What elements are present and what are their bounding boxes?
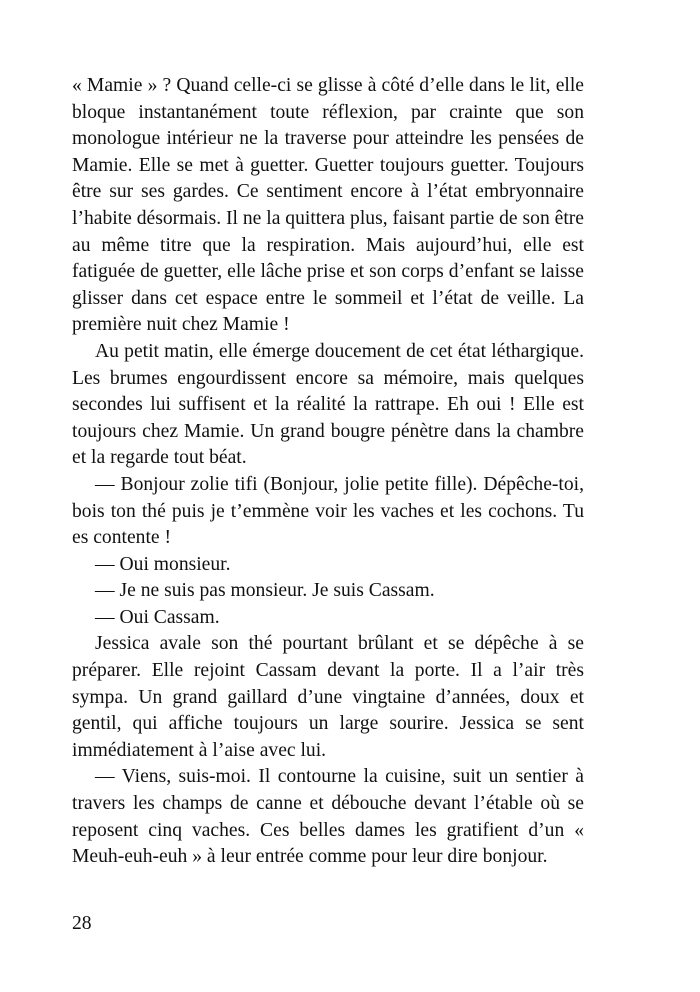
paragraph-1: « Mamie » ? Quand celle-ci se glisse à côté d’elle dans le lit, elle bloque instantanément toute réflexion, par crainte que son monologue intérieur ne la traverse pour atteindre les pensées de Mamie. Elle se met à guetter. Guetter toujours guetter. Toujours être sur ses gardes. Ce sentiment encore à l’état embryonnaire l’habite désormais. Il ne la quittera plus, faisant partie de son être au même titre que la respiration. Mais aujourd’hui, elle est fatiguée de guetter, elle lâche prise et son corps d’enfant se laisse glisser dans cet espace entre le sommeil et l’état de veille. La première nuit chez Mamie ! [72, 75, 584, 336]
paragraph-8: — Viens, suis-moi. Il contourne la cuisine, suit un sentier à travers les champs de canne et débouche devant l’étable où se reposent cinq vaches. Ces belles dames les gratifient d’un « Meuh-euh-euh » à leur entrée comme pour leur dire bonjour. [72, 766, 584, 868]
page-number: 28 [72, 913, 92, 934]
paragraph-3: — Bonjour zolie tifi (Bonjour, jolie petite fille). Dépêche-toi, bois ton thé puis je t’emmène voir les vaches et les cochons. Tu es contente ! [72, 473, 584, 549]
paragraph-7: Jessica avale son thé pourtant brûlant et se dépêche à se préparer. Elle rejoint Cassam devant la porte. Il a l’air très sympa. Un grand gaillard d’une vingtaine d’années, doux et gentil, qui affiche toujours un large sourire. Jessica se sent immédiatement à l’aise avec lui. [72, 633, 584, 761]
page-body-text [72, 73, 584, 871]
paragraph-2: Au petit matin, elle émerge doucement de cet état léthargique. Les brumes engourdissent encore sa mémoire, mais quelques secondes lui suffisent et la réalité la rattrape. Eh oui ! Elle est toujours chez Mamie. Un grand bougre pénètre dans la chambre et la regarde tout béat. [72, 340, 584, 469]
paragraph-6: — Oui Cassam. [95, 606, 220, 628]
paragraph-4: — Oui monsieur. [95, 553, 231, 575]
paragraph-5: — Je ne suis pas monsieur. Je suis Cassam. [95, 580, 435, 602]
